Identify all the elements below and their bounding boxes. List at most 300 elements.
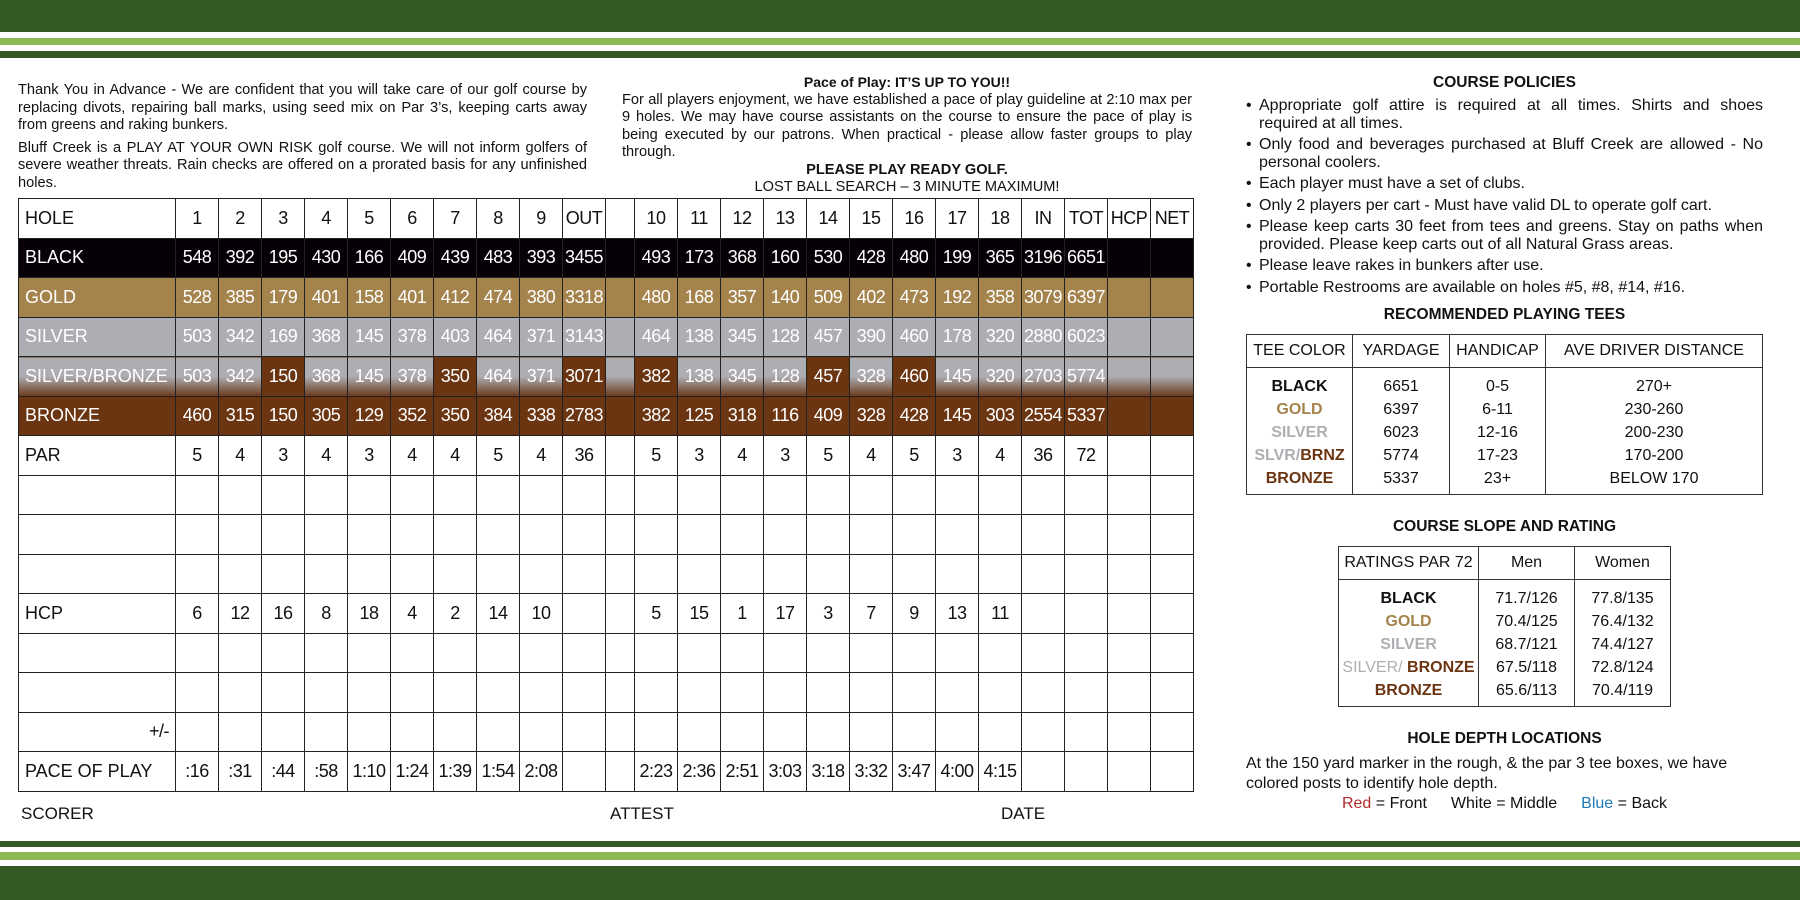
score-entry-cell[interactable] — [391, 475, 434, 515]
score-entry-cell[interactable] — [477, 633, 520, 673]
tee-color: BLACK — [1247, 368, 1353, 399]
legend-red-suffix: = Front — [1371, 795, 1427, 812]
score-cell: 16 — [893, 199, 936, 239]
score-row-black — [19, 238, 1194, 278]
score-entry-cell[interactable] — [348, 712, 391, 752]
depth-text: At the 150 yard marker in the rough, & the par 3 tee boxes, we have colored posts to identify hole depth. — [1246, 755, 1728, 792]
score-cell: 3455 — [563, 238, 606, 278]
score-entry-cell[interactable] — [1022, 633, 1065, 673]
score-entry-cell[interactable] — [678, 515, 721, 555]
score-entry-cell[interactable] — [893, 712, 936, 752]
score-cell: 3 — [936, 436, 979, 476]
score-entry-cell[interactable] — [434, 475, 477, 515]
slope-row-black — [1339, 580, 1671, 611]
score-cell: 2:08 — [520, 752, 563, 792]
score-entry-cell[interactable] — [606, 633, 635, 673]
score-cell: 13 — [936, 594, 979, 634]
score-entry-cell[interactable] — [936, 673, 979, 713]
score-entry-cell[interactable] — [1065, 712, 1108, 752]
score-cell: HCP — [1108, 199, 1151, 239]
score-entry-cell[interactable] — [305, 475, 348, 515]
score-cell: 368 — [305, 317, 348, 357]
score-cell: 6651 — [1065, 238, 1108, 278]
tee-handicap: 12-16 — [1450, 422, 1546, 445]
score-cell: 12 — [721, 199, 764, 239]
score-entry-cell[interactable] — [477, 475, 520, 515]
policy-item: • Please keep carts 30 feet from tees and greens. Stay on paths when provided. Please keep carts out of all Natural Grass areas. — [1246, 218, 1763, 253]
score-entry-cell[interactable] — [1022, 515, 1065, 555]
score-entry-cell[interactable] — [176, 633, 219, 673]
score-entry-cell[interactable] — [850, 475, 893, 515]
score-entry-cell[interactable] — [1022, 475, 1065, 515]
score-entry-cell[interactable] — [850, 712, 893, 752]
player-name-cell[interactable] — [19, 554, 176, 594]
score-entry-cell[interactable] — [1065, 475, 1108, 515]
score-entry-cell[interactable] — [391, 633, 434, 673]
score-entry-cell[interactable] — [391, 673, 434, 713]
score-entry-cell[interactable] — [477, 673, 520, 713]
score-entry-cell[interactable] — [391, 712, 434, 752]
score-cell: 328 — [850, 357, 893, 397]
score-entry-cell[interactable] — [262, 673, 305, 713]
score-cell: 2554 — [1022, 396, 1065, 436]
score-cell: 2783 — [563, 396, 606, 436]
slope-tee: BRONZE — [1339, 680, 1479, 707]
score-cell: 382 — [635, 396, 678, 436]
score-entry-cell[interactable] — [764, 515, 807, 555]
score-cell: IN — [1022, 199, 1065, 239]
score-entry-cell[interactable] — [721, 475, 764, 515]
score-cell: 4 — [305, 436, 348, 476]
score-entry-cell[interactable] — [477, 712, 520, 752]
score-entry-cell[interactable] — [176, 712, 219, 752]
score-row-player — [19, 515, 1194, 555]
score-entry-cell[interactable] — [893, 515, 936, 555]
tees-header-yardage: YARDAGE — [1353, 335, 1450, 368]
score-entry-cell[interactable] — [348, 515, 391, 555]
score-cell: 5 — [635, 594, 678, 634]
score-entry-cell[interactable] — [520, 515, 563, 555]
score-cell: 390 — [850, 317, 893, 357]
score-entry-cell[interactable] — [850, 633, 893, 673]
score-cell: 4 — [850, 436, 893, 476]
policy-item: • Portable Restrooms are available on holes #5, #8, #14, #16. — [1246, 279, 1763, 297]
score-cell: 6 — [391, 199, 434, 239]
score-entry-cell[interactable] — [893, 673, 936, 713]
score-cell: 402 — [850, 278, 893, 318]
score-cell — [606, 594, 635, 634]
score-entry-cell[interactable] — [219, 475, 262, 515]
score-cell: 160 — [764, 238, 807, 278]
score-entry-cell[interactable] — [850, 673, 893, 713]
tee-distance: 270+ — [1546, 368, 1763, 399]
score-entry-cell[interactable] — [563, 554, 606, 594]
score-cell: 1:10 — [348, 752, 391, 792]
slope-women: 76.4/132 — [1575, 611, 1671, 634]
score-cell: 5 — [893, 436, 936, 476]
score-entry-cell[interactable] — [176, 673, 219, 713]
score-cell: 2:51 — [721, 752, 764, 792]
score-entry-cell[interactable] — [807, 673, 850, 713]
score-entry-cell[interactable] — [219, 633, 262, 673]
score-cell: 6397 — [1065, 278, 1108, 318]
score-entry-cell[interactable] — [305, 712, 348, 752]
score-entry-cell[interactable] — [807, 475, 850, 515]
score-cell: 401 — [305, 278, 348, 318]
score-cell: 4 — [219, 436, 262, 476]
score-entry-cell[interactable] — [721, 673, 764, 713]
score-entry-cell[interactable] — [391, 515, 434, 555]
score-cell: 3 — [678, 436, 721, 476]
score-entry-cell[interactable] — [1022, 673, 1065, 713]
score-entry-cell[interactable] — [434, 712, 477, 752]
score-entry-cell[interactable] — [807, 633, 850, 673]
score-entry-cell[interactable] — [764, 554, 807, 594]
slope-tee-silver-part: SILVER/ — [1342, 659, 1408, 676]
score-cell: 1 — [721, 594, 764, 634]
score-cell: 14 — [477, 594, 520, 634]
top-light-stripe — [0, 38, 1800, 45]
slope-men: 71.7/126 — [1479, 580, 1575, 611]
score-cell: 9 — [520, 199, 563, 239]
player-name-cell[interactable] — [19, 633, 176, 673]
legend-blue: Blue — [1581, 795, 1614, 812]
score-cell: 18 — [979, 199, 1022, 239]
score-entry-cell[interactable] — [678, 475, 721, 515]
score-entry-cell[interactable] — [1151, 633, 1194, 673]
score-entry-cell[interactable] — [721, 633, 764, 673]
score-cell: 72 — [1065, 436, 1108, 476]
tees-row-silver — [1247, 422, 1763, 445]
row-label: +/- — [19, 712, 176, 752]
ready-golf-text: PLEASE PLAY READY GOLF. — [806, 161, 1008, 178]
score-entry-cell[interactable] — [764, 673, 807, 713]
score-entry-cell[interactable] — [520, 712, 563, 752]
score-entry-cell[interactable] — [678, 554, 721, 594]
score-cell: 303 — [979, 396, 1022, 436]
score-entry-cell[interactable] — [262, 554, 305, 594]
score-entry-cell[interactable] — [176, 554, 219, 594]
score-entry-cell[interactable] — [721, 712, 764, 752]
score-cell: 357 — [721, 278, 764, 318]
score-cell: 5 — [807, 436, 850, 476]
score-entry-cell[interactable] — [979, 475, 1022, 515]
score-cell: 3079 — [1022, 278, 1065, 318]
score-entry-cell[interactable] — [219, 554, 262, 594]
score-cell: 530 — [807, 238, 850, 278]
score-entry-cell[interactable] — [563, 712, 606, 752]
score-entry-cell[interactable] — [262, 475, 305, 515]
score-row-gold — [19, 278, 1194, 318]
score-cell: 368 — [721, 238, 764, 278]
score-entry-cell[interactable] — [606, 712, 635, 752]
score-cell: 503 — [176, 357, 219, 397]
score-entry-cell[interactable] — [1151, 475, 1194, 515]
score-cell: 36 — [563, 436, 606, 476]
score-entry-cell[interactable] — [305, 554, 348, 594]
score-cell: 3:32 — [850, 752, 893, 792]
tee-color — [1247, 445, 1353, 468]
score-cell — [563, 752, 606, 792]
score-entry-cell[interactable] — [305, 515, 348, 555]
score-cell: 358 — [979, 278, 1022, 318]
score-entry-cell[interactable] — [563, 673, 606, 713]
score-entry-cell[interactable] — [520, 673, 563, 713]
player-name-cell[interactable] — [19, 475, 176, 515]
score-cell: 345 — [721, 317, 764, 357]
score-cell: 15 — [850, 199, 893, 239]
score-entry-cell[interactable] — [606, 673, 635, 713]
score-cell: 393 — [520, 238, 563, 278]
score-entry-cell[interactable] — [1108, 712, 1151, 752]
score-entry-cell[interactable] — [678, 712, 721, 752]
depth-legend — [1246, 795, 1763, 813]
score-entry-cell[interactable] — [893, 475, 936, 515]
top-thin-dark-stripe — [0, 51, 1800, 58]
score-entry-cell[interactable] — [219, 673, 262, 713]
score-cell: 125 — [678, 396, 721, 436]
score-entry-cell[interactable] — [979, 633, 1022, 673]
score-cell — [1065, 752, 1108, 792]
score-cell: 4 — [305, 199, 348, 239]
slope-row-silver-bronze — [1339, 657, 1671, 680]
score-entry-cell[interactable] — [1108, 673, 1151, 713]
score-entry-cell[interactable] — [678, 673, 721, 713]
score-cell: 4 — [520, 436, 563, 476]
score-entry-cell[interactable] — [1108, 475, 1151, 515]
score-cell: 128 — [764, 357, 807, 397]
score-cell: 4 — [721, 436, 764, 476]
score-entry-cell[interactable] — [1022, 554, 1065, 594]
score-entry-cell[interactable] — [305, 633, 348, 673]
score-cell: 528 — [176, 278, 219, 318]
score-entry-cell[interactable] — [176, 515, 219, 555]
score-entry-cell[interactable] — [262, 515, 305, 555]
score-cell — [1151, 278, 1194, 318]
score-cell: 4:15 — [979, 752, 1022, 792]
score-cell: 11 — [678, 199, 721, 239]
score-entry-cell[interactable] — [434, 673, 477, 713]
tee-color-bronze-part: BRNZ — [1300, 447, 1345, 464]
score-row-bronze — [19, 396, 1194, 436]
player-name-cell[interactable] — [19, 673, 176, 713]
score-entry-cell[interactable] — [893, 633, 936, 673]
score-entry-cell[interactable] — [635, 515, 678, 555]
score-entry-cell[interactable] — [1151, 554, 1194, 594]
pace-of-play-block — [622, 74, 1192, 197]
tee-distance: BELOW 170 — [1546, 468, 1763, 495]
score-entry-cell[interactable] — [434, 633, 477, 673]
score-cell: OUT — [563, 199, 606, 239]
score-cell: 342 — [219, 317, 262, 357]
score-entry-cell[interactable] — [1065, 673, 1108, 713]
score-cell — [1108, 357, 1151, 397]
score-entry-cell[interactable] — [764, 712, 807, 752]
depth-title: HOLE DEPTH LOCATIONS — [1407, 730, 1602, 747]
score-entry-cell[interactable] — [391, 554, 434, 594]
score-entry-cell[interactable] — [807, 515, 850, 555]
policy-item: • Only 2 players per cart - Must have valid DL to operate golf cart. — [1246, 197, 1763, 215]
score-entry-cell[interactable] — [563, 633, 606, 673]
score-entry-cell[interactable] — [219, 712, 262, 752]
score-cell — [1108, 594, 1151, 634]
score-entry-cell[interactable] — [348, 554, 391, 594]
score-entry-cell[interactable] — [606, 475, 635, 515]
score-entry-cell[interactable] — [434, 554, 477, 594]
score-row-player — [19, 554, 1194, 594]
tee-yardage: 6023 — [1353, 422, 1450, 445]
score-cell: 350 — [434, 396, 477, 436]
row-label: SILVER — [19, 317, 176, 357]
bottom-dark-stripe — [0, 866, 1800, 900]
score-entry-cell[interactable] — [979, 712, 1022, 752]
score-entry-cell[interactable] — [1022, 712, 1065, 752]
score-entry-cell[interactable] — [936, 515, 979, 555]
score-entry-cell[interactable] — [764, 633, 807, 673]
score-entry-cell[interactable] — [1151, 673, 1194, 713]
score-cell: 179 — [262, 278, 305, 318]
score-cell: 392 — [219, 238, 262, 278]
score-cell: :16 — [176, 752, 219, 792]
score-cell: 457 — [807, 317, 850, 357]
score-cell: 3 — [262, 199, 305, 239]
player-name-cell[interactable] — [19, 515, 176, 555]
score-cell: 17 — [936, 199, 979, 239]
score-cell — [1108, 278, 1151, 318]
score-cell: 3318 — [563, 278, 606, 318]
score-entry-cell[interactable] — [176, 475, 219, 515]
score-entry-cell[interactable] — [520, 554, 563, 594]
policy-item: • Each player must have a set of clubs. — [1246, 175, 1763, 193]
slope-rating-table — [1338, 546, 1671, 707]
score-entry-cell[interactable] — [850, 554, 893, 594]
score-cell: 384 — [477, 396, 520, 436]
score-entry-cell[interactable] — [1108, 515, 1151, 555]
score-entry-cell[interactable] — [262, 712, 305, 752]
score-cell: 378 — [391, 317, 434, 357]
score-entry-cell[interactable] — [1065, 515, 1108, 555]
score-entry-cell[interactable] — [678, 633, 721, 673]
score-entry-cell[interactable] — [1065, 554, 1108, 594]
score-entry-cell[interactable] — [520, 475, 563, 515]
score-entry-cell[interactable] — [262, 633, 305, 673]
score-cell: 7 — [850, 594, 893, 634]
score-cell: 5337 — [1065, 396, 1108, 436]
slope-women: 70.4/119 — [1575, 680, 1671, 707]
score-entry-cell[interactable] — [721, 515, 764, 555]
score-cell: 145 — [348, 357, 391, 397]
score-cell: 128 — [764, 317, 807, 357]
score-entry-cell[interactable] — [563, 475, 606, 515]
thank-you-text: Thank You in Advance - We are confident that you will take care of our golf course by replacing divots, repairing ball marks, using seed mix on Par 3’s, keeping carts away from greens and raking bunkers. — [18, 82, 587, 133]
score-entry-cell[interactable] — [979, 673, 1022, 713]
score-entry-cell[interactable] — [606, 515, 635, 555]
score-entry-cell[interactable] — [635, 633, 678, 673]
score-cell: 3:47 — [893, 752, 936, 792]
score-entry-cell[interactable] — [807, 554, 850, 594]
score-entry-cell[interactable] — [979, 554, 1022, 594]
score-cell: 430 — [305, 238, 348, 278]
score-cell: 2 — [434, 594, 477, 634]
score-cell: 3 — [807, 594, 850, 634]
score-cell: 3 — [764, 436, 807, 476]
scorer-label: SCORER — [21, 804, 94, 823]
score-cell: 548 — [176, 238, 219, 278]
score-entry-cell[interactable] — [807, 712, 850, 752]
score-entry-cell[interactable] — [721, 554, 764, 594]
score-entry-cell[interactable] — [936, 554, 979, 594]
bottom-thin-dark-stripe — [0, 841, 1800, 847]
score-cell: 6023 — [1065, 317, 1108, 357]
score-entry-cell[interactable] — [1108, 554, 1151, 594]
score-cell: 2 — [219, 199, 262, 239]
score-entry-cell[interactable] — [936, 633, 979, 673]
score-entry-cell[interactable] — [1108, 633, 1151, 673]
score-entry-cell[interactable] — [850, 515, 893, 555]
score-entry-cell[interactable] — [1151, 515, 1194, 555]
score-cell — [606, 357, 635, 397]
score-cell: 342 — [219, 357, 262, 397]
score-cell: 9 — [893, 594, 936, 634]
score-entry-cell[interactable] — [635, 673, 678, 713]
slope-tee-bronze-part: BRONZE — [1407, 659, 1475, 676]
score-entry-cell[interactable] — [434, 515, 477, 555]
score-entry-cell[interactable] — [219, 515, 262, 555]
score-entry-cell[interactable] — [520, 633, 563, 673]
score-cell: 140 — [764, 278, 807, 318]
score-cell: 350 — [434, 357, 477, 397]
score-cell: 460 — [893, 357, 936, 397]
slope-women: 72.8/124 — [1575, 657, 1671, 680]
tees-title: RECOMMENDED PLAYING TEES — [1383, 306, 1626, 323]
score-cell: 4:00 — [936, 752, 979, 792]
slope-women: 77.8/135 — [1575, 580, 1671, 611]
score-row-pace — [19, 752, 1194, 792]
score-entry-cell[interactable] — [936, 475, 979, 515]
score-entry-cell[interactable] — [305, 673, 348, 713]
score-cell — [1151, 396, 1194, 436]
slope-men: 70.4/125 — [1479, 611, 1575, 634]
score-entry-cell[interactable] — [936, 712, 979, 752]
score-cell: 145 — [348, 317, 391, 357]
score-cell: 10 — [520, 594, 563, 634]
score-cell — [606, 752, 635, 792]
score-entry-cell[interactable] — [563, 515, 606, 555]
score-cell: 480 — [893, 238, 936, 278]
slope-tee: SILVER — [1339, 634, 1479, 657]
score-entry-cell[interactable] — [893, 554, 936, 594]
score-entry-cell[interactable] — [348, 673, 391, 713]
score-row-silver — [19, 317, 1194, 357]
row-label: GOLD — [19, 278, 176, 318]
score-entry-cell[interactable] — [348, 633, 391, 673]
score-cell — [1108, 436, 1151, 476]
score-entry-cell[interactable] — [635, 554, 678, 594]
policy-item: • Only food and beverages purchased at Bluff Creek are allowed - No personal coolers. — [1246, 136, 1763, 171]
score-entry-cell[interactable] — [348, 475, 391, 515]
score-entry-cell[interactable] — [764, 475, 807, 515]
tee-color: SILVER — [1247, 422, 1353, 445]
score-entry-cell[interactable] — [979, 515, 1022, 555]
score-entry-cell[interactable] — [635, 712, 678, 752]
score-entry-cell[interactable] — [477, 515, 520, 555]
score-entry-cell[interactable] — [477, 554, 520, 594]
score-entry-cell[interactable] — [1151, 712, 1194, 752]
score-cell: 2703 — [1022, 357, 1065, 397]
score-entry-cell[interactable] — [635, 475, 678, 515]
score-entry-cell[interactable] — [606, 554, 635, 594]
score-entry-cell[interactable] — [1065, 633, 1108, 673]
